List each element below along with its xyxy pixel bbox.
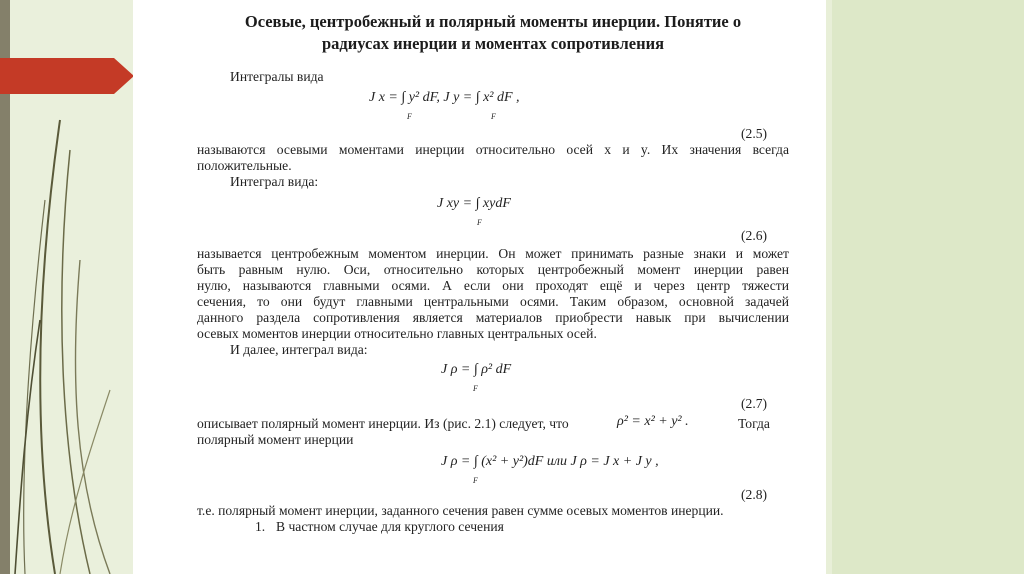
paragraph-centrifugal-line: осевых моментов инерции относительно главных центральных осей. [197,326,597,341]
equation-centrifugal-moment [437,196,511,227]
equation-number: (2.8) [741,487,768,502]
paragraph-centrifugal-line: называется центробежным моментом инерции. Он может принимать разные знаки и может [197,246,789,261]
equation-2-6: J xy = ∫ xydF [437,196,511,211]
list-item-text: В частном случае для круглого сечения [276,519,504,534]
integral-limit: F [491,112,496,121]
paragraph-centrifugal-line: быть равным нулю. Оси, относительно которых центробежный момент инерции равен [197,262,789,277]
integral-limit: F [477,218,482,227]
equation-number: (2.6) [741,228,768,243]
page-title-line2: радиусах инерции и моментах сопротивления [321,34,665,53]
relation-rho-squared: ρ² = x² + y² . [617,414,689,429]
equation-number: (2.5) [741,126,768,141]
paragraph-centrifugal-line: данного раздела сопротивления является материалов приобрести навык при вычислении [197,310,789,325]
integral-limit: F [407,112,412,121]
equation-axial-moments [369,90,520,121]
paragraph-conclusion: т.е. полярный момент инерции, заданного сечения равен сумме осевых моментов инерции. [197,503,724,518]
paragraph-axial-line2: положительные. [197,158,292,173]
paragraph-polar-line1a: описывает полярный момент инерции. Из (рис. 2.1) следует, что [197,416,569,431]
equation-2-7: J ρ = ∫ ρ² dF [441,362,512,377]
integral-limit: F [473,384,478,393]
paragraph-centrifugal-line: сечения, то они будут главными центральными осями. Таким образом, основной задачей [197,294,789,309]
equation-2-5: J x = ∫ y² dF, J y = ∫ x² dF , [369,90,520,105]
right-decorative-panel [826,0,1024,574]
paragraph-polar-line2: полярный момент инерции [197,432,354,447]
paragraph-axial-line1: называются осевыми моментами инерции относительно осей x и y. Их значения всегда [197,142,789,157]
equation-2-8: J ρ = ∫ (x² + y²)dF или J ρ = J x + J y , [441,454,659,469]
right-panel-edge [826,0,832,574]
list-item-number: 1. [255,519,266,534]
red-arrow-marker [0,58,134,94]
further-text: И далее, интеграл вида: [230,342,368,357]
scanned-document-page [133,0,826,574]
page-title-line1: Осевые, центробежный и полярный моменты инерции. Понятие о [244,12,742,31]
paragraph-polar-line1b: Тогда [738,416,770,431]
equation-number: (2.7) [741,396,768,411]
intro-text: Интегралы вида [230,69,324,84]
integral-label: Интеграл вида: [230,174,319,189]
equation-polar-sum [441,454,659,485]
paragraph-centrifugal-line: нулю, называются главными осями. А если они проходят ещё и через центр тяжести [197,278,789,293]
integral-limit: F [473,476,478,485]
equation-polar-moment [441,362,512,393]
